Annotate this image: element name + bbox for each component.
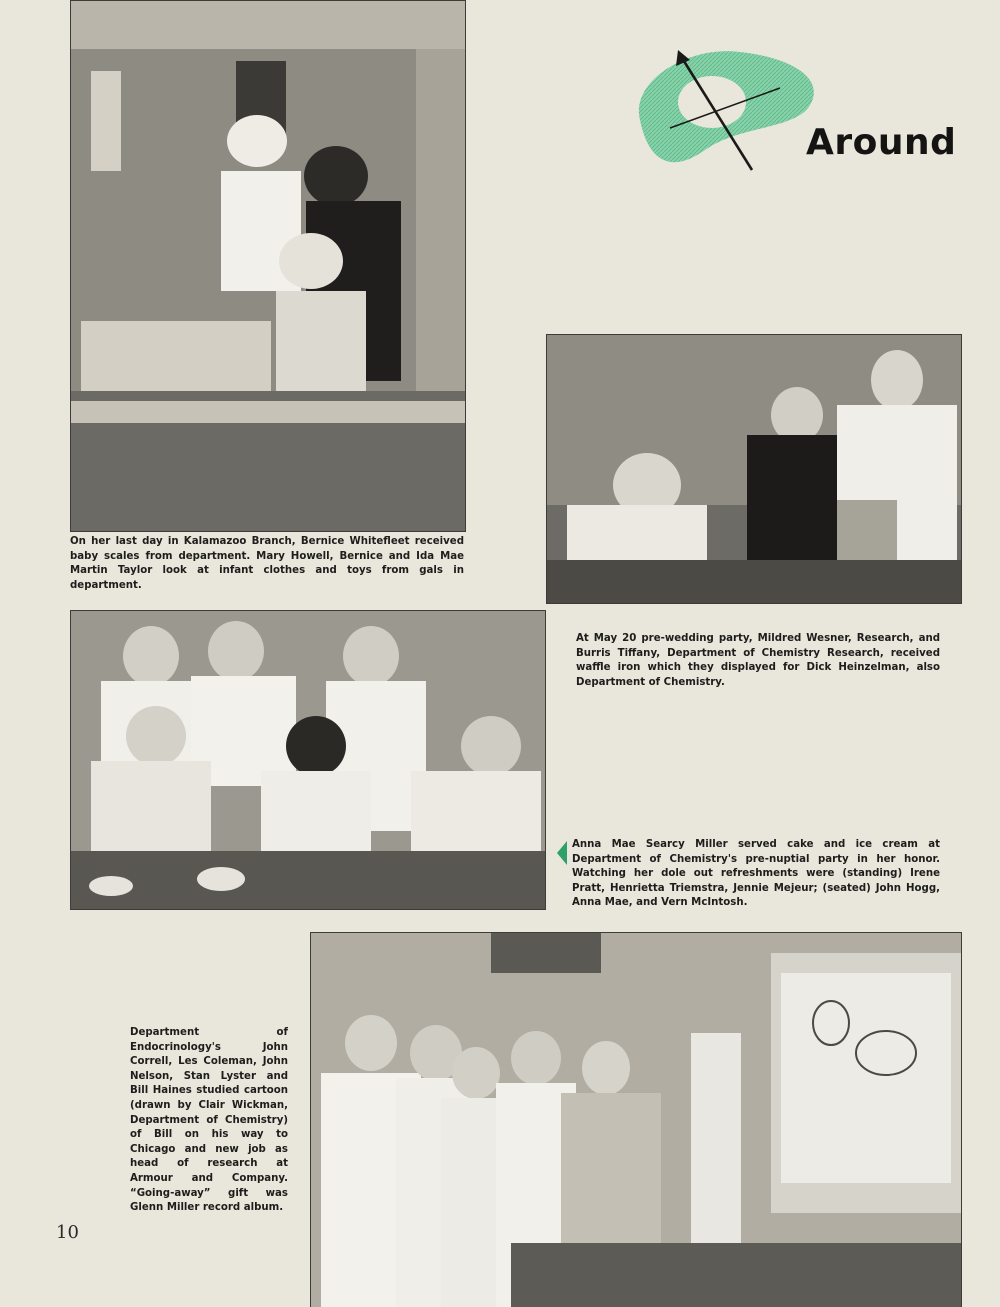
section-title: Around: [806, 122, 957, 163]
photo-chemistry-party-icon: [71, 611, 545, 909]
waffle-party-caption: At May 20 pre-wedding party, Mildred Wesner, Research, and Burris Tiffany, Department of Chemistry Research, received waffle iron which they displayed for Dick Heinzelman, also Department of Chemistry.: [576, 633, 940, 688]
photo-cartoon-gift-icon: [311, 933, 961, 1307]
kalamazoo-caption: On her last day in Kalamazoo Branch, Bernice Whitefleet received baby scales from department. Mary Howell, Bernice and Ida Mae Martin Taylor look at infant clothes and toys from gals in department.: [70, 536, 464, 591]
chemistry-party-photo: [70, 610, 546, 910]
compass-logo-icon: [620, 40, 830, 190]
chemistry-party-caption: Anna Mae Searcy Miller served cake and ice cream at Department of Chemistry's pre-nuptial party in her honor. Watching her dole out refreshments were (standing) Irene Pratt, Henrietta Triemstra, Jennie Mejeur; (seated) John Hogg, Anna Mae, and Vern McIntosh.: [572, 839, 940, 909]
waffle-iron-party-photo: [546, 334, 962, 604]
cartoon-gift-photo: [310, 932, 962, 1307]
page-number: 10: [56, 1222, 79, 1243]
photo-kalamazoo-baby-shower-icon: [71, 1, 465, 531]
caption-pointer-icon: [557, 841, 567, 865]
kalamazoo-office-photo: [70, 0, 466, 532]
endocrinology-caption: Department of Endocrinology's John Correll, Les Coleman, John Nelson, Stan Lyster and Bill Haines studied cartoon (drawn by Clair Wickman, Department of Chemistry) of Bill on his way to Chicago and new job as head of research at Armour and Company. “Going-away” gift was Glenn Miller record album.: [130, 1027, 288, 1214]
photo-waffle-iron-party-icon: [547, 335, 961, 603]
